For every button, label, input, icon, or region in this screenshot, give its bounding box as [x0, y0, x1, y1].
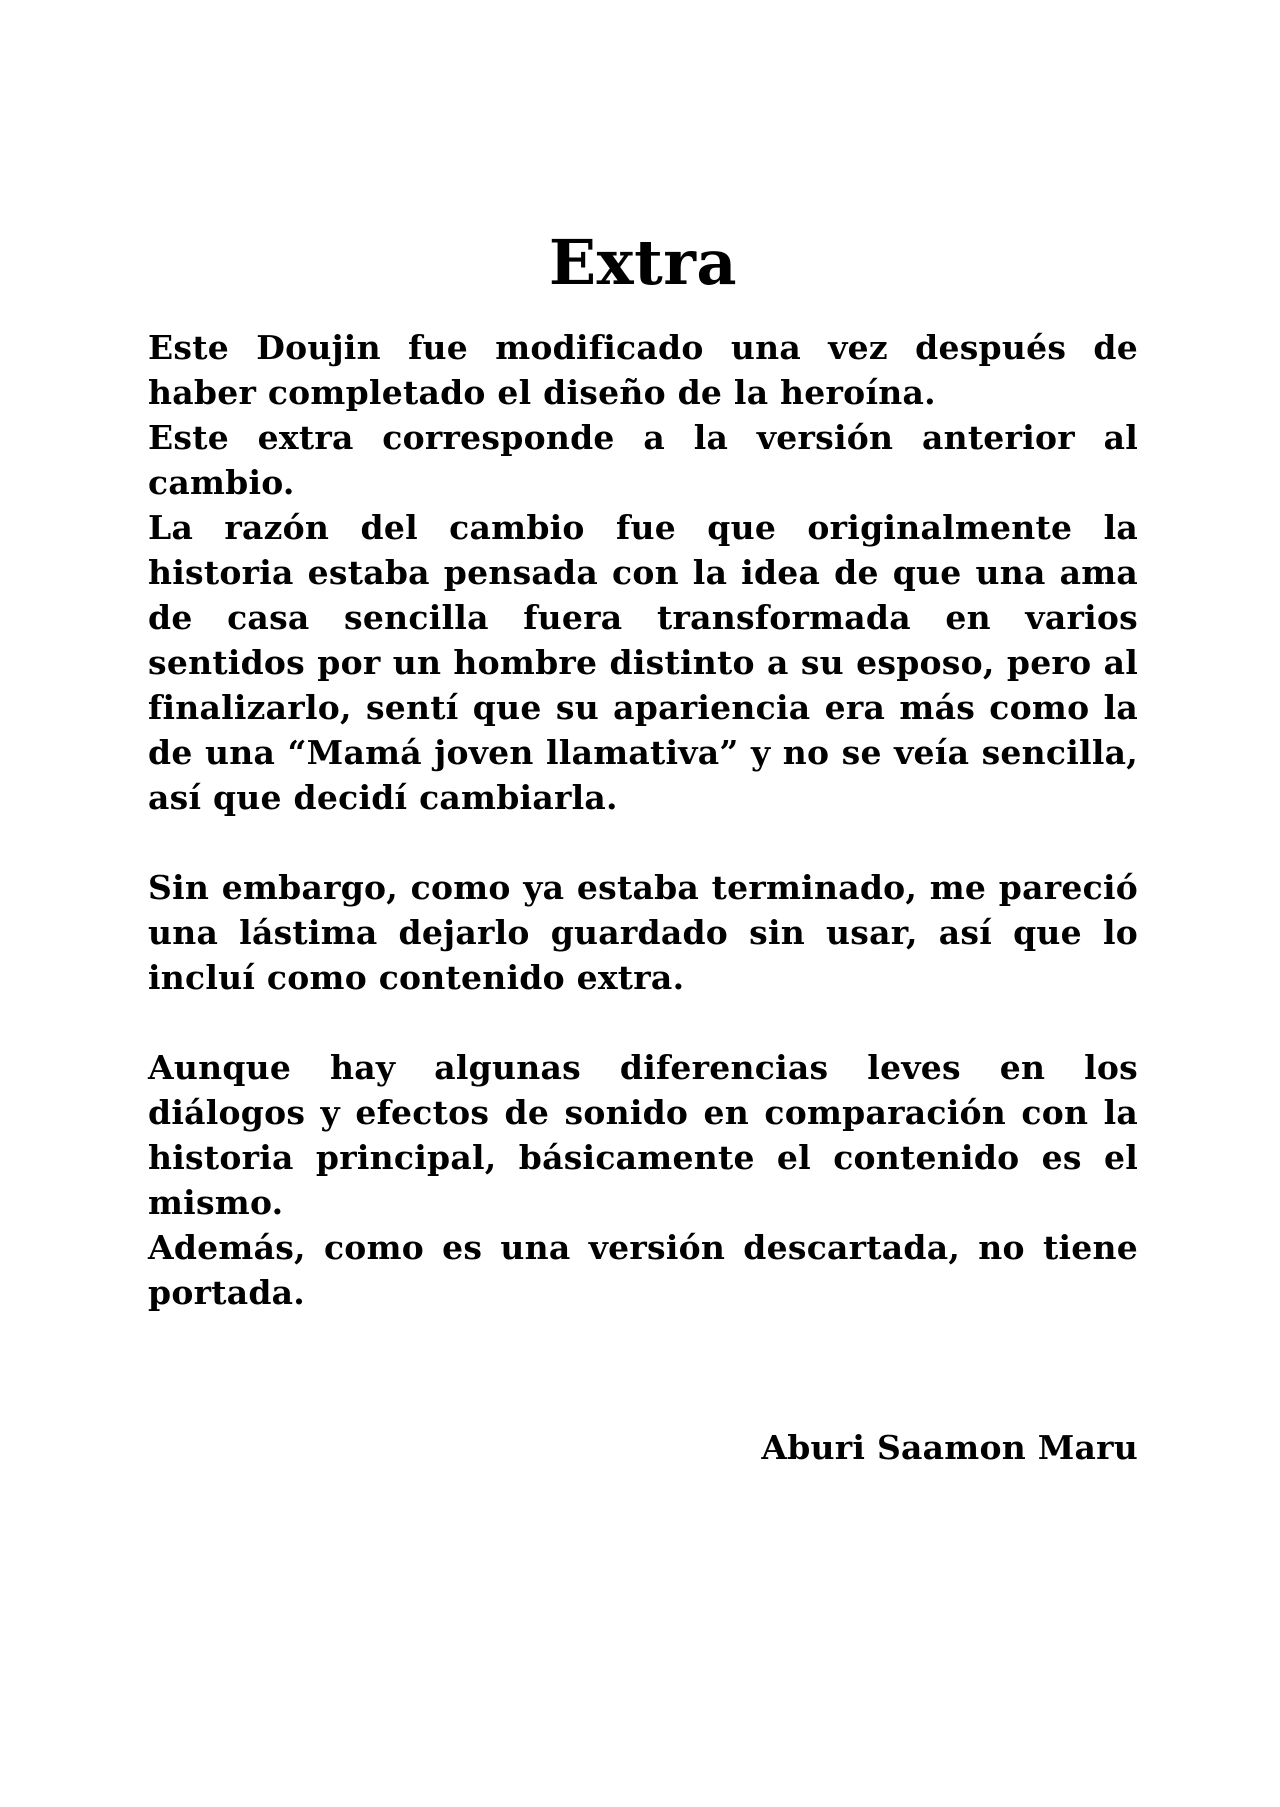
paragraph-1: Este Doujin fue modificado una vez después de haber completado el diseño de la heroína. [148, 328, 1138, 412]
paragraph-3: La razón del cambio fue que originalmente la historia estaba pensada con la idea de que una ama de casa sencilla fuera transformada en varios sentidos por un hombre distinto a su esposo, pero al finalizarlo, sentí que su apariencia era más como la de una “Mamá joven llamativa” y no se veía sencilla, así que decidí cambiarla. [148, 508, 1138, 817]
paragraph-5: Aunque hay algunas diferencias leves en los diálogos y efectos de sonido en comparación con la historia principal, básicamente el contenido es el mismo. [148, 1048, 1138, 1222]
paragraph-6: Además, como es una versión descartada, no tiene portada. [148, 1228, 1138, 1312]
page-content [148, 226, 1138, 1470]
paragraph-2: Este extra corresponde a la versión anterior al cambio. [148, 418, 1138, 502]
page-title: Extra [548, 226, 738, 299]
author-signature: Aburi Saamon Maru [761, 1428, 1138, 1467]
paragraph-4: Sin embargo, como ya estaba terminado, me pareció una lástima dejarlo guardado sin usar, así que lo incluí como contenido extra. [148, 868, 1138, 997]
